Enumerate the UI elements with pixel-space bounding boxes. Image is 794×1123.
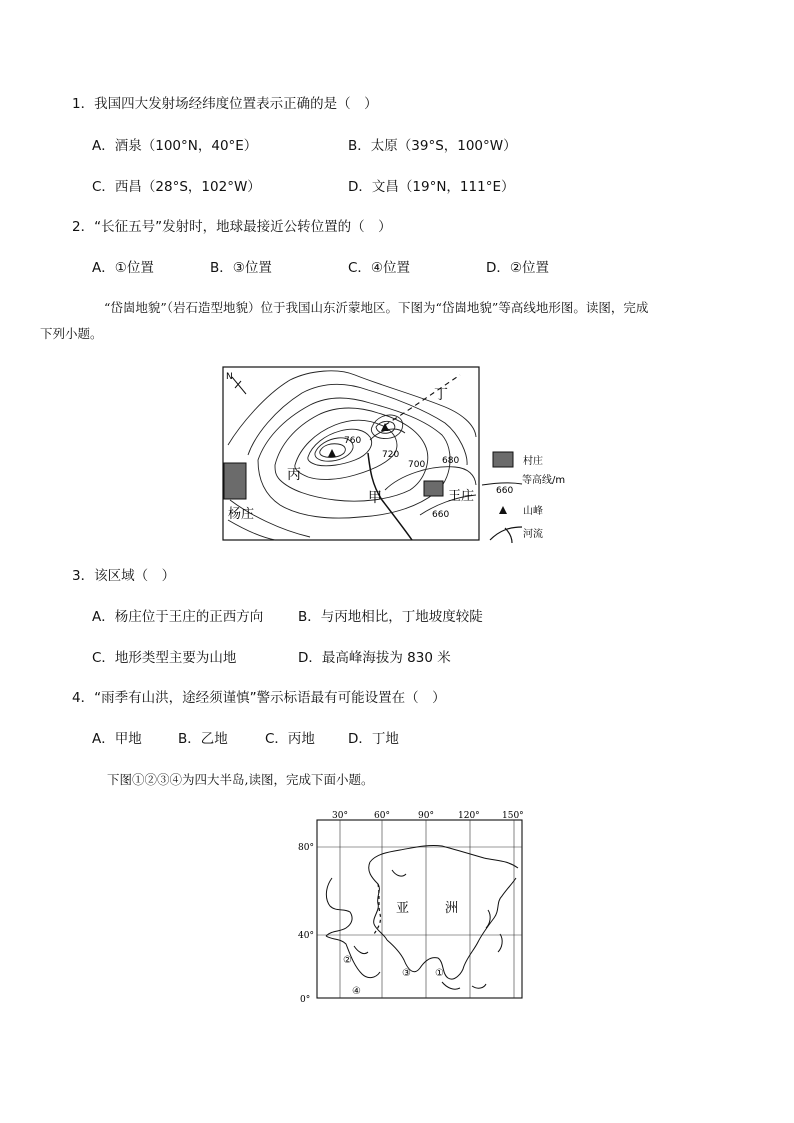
q3-option-b[interactable]: B．与丙地相比，丁地坡度较陡 [298,609,483,625]
q4-stem: 4．“雨季有山洪，途经须谨慎”警示标语最有可能设置在（ ） [72,690,446,706]
legend-village-label: 村庄 [523,456,543,467]
q3-stem: 3．该区域（ ） [72,568,176,584]
lon-label-30: 30° [332,811,348,821]
lat-label-40: 40° [298,931,314,941]
region-label-zhou: 洲 [445,901,459,916]
passage-daigu-line1: “岱崮地貌”（岩石造型地貌）位于我国山东沂蒙地区。下图为“岱崮地貌”等高线地形图。读图，完成 [104,300,649,315]
place-ding: 丁 [434,387,448,403]
q2-option-a[interactable]: A．①位置 [92,260,154,276]
legend-contour-label: 等高线/m [522,475,566,486]
peninsula-marker-2: ② [343,955,352,966]
q1-option-c[interactable]: C．西昌（28°S，102°W） [92,179,261,195]
legend-contour-value: 660 [496,486,514,496]
peninsula-marker-3: ③ [402,968,411,979]
place-bing: 丙 [287,467,301,483]
legend-river-label: 河流 [523,529,543,540]
contour-label-700: 700 [408,460,426,470]
q3-option-a[interactable]: A．杨庄位于王庄的正西方向 [92,609,264,625]
place-wangzhuang: 王庄 [448,489,475,504]
q3-option-c[interactable]: C．地形类型主要为山地 [92,650,237,666]
legend-river-icon [490,527,522,543]
lon-label-150: 150° [502,811,524,821]
q2-option-d[interactable]: D．②位置 [486,260,549,276]
peninsula-marker-1: ① [435,968,444,979]
q4-option-d[interactable]: D．丁地 [348,731,399,747]
contour-label-760: 760 [344,436,362,446]
ridge-line [385,375,460,425]
passage-daigu [40,295,732,347]
legend-village-icon [493,452,513,467]
q1-option-a[interactable]: A．酒泉（100°N，40°E） [92,138,258,154]
peak-icon-main [328,449,336,457]
contour-label-660: 660 [432,510,450,520]
north-label: N [226,372,233,382]
legend-peak-label: 山峰 [523,506,543,517]
north-arrow-icon [232,377,246,394]
place-jia: 甲 [368,490,382,506]
village-wangzhuang-icon [424,481,443,496]
village-yangzhuang-icon [224,463,246,499]
q1-option-b[interactable]: B．太原（39°S，100°W） [348,138,517,154]
lat-label-80: 80° [298,843,314,853]
q2-option-b[interactable]: B．③位置 [210,260,272,276]
legend-peak-icon [499,506,507,514]
passage-peninsulas: 下图①②③④为四大半岛,读图，完成下面小题。 [107,772,374,787]
passage-daigu-line2: 下列小题。 [40,326,103,341]
contour-label-680: 680 [442,456,460,466]
contour-label-720: 720 [382,450,400,460]
lon-label-120: 120° [458,811,480,821]
region-label-ya: 亚 [396,901,410,916]
q3-option-d[interactable]: D．最高峰海拔为 830 米 [298,650,451,666]
peninsula-marker-4: ④ [352,986,361,997]
lat-label-0: 0° [300,995,311,1005]
q1-stem: 1．我国四大发射场经纬度位置表示正确的是（ ） [72,96,378,112]
asia-map-figure [292,806,532,1006]
lon-label-60: 60° [374,811,390,821]
q2-stem: 2．“长征五号”发射时，地球最接近公转位置的（ ） [72,219,392,235]
coastline [326,845,518,989]
q4-option-a[interactable]: A．甲地 [92,731,142,747]
contour-map-figure [220,365,566,547]
q4-option-c[interactable]: C．丙地 [265,731,315,747]
q1-option-d[interactable]: D．文昌（19°N，111°E） [348,179,515,195]
q4-option-b[interactable]: B．乙地 [178,731,228,747]
peak-icon-secondary [381,423,389,431]
q2-option-c[interactable]: C．④位置 [348,260,411,276]
place-yangzhuang: 杨庄 [228,507,255,522]
legend-contour-icon [482,483,522,485]
lon-label-90: 90° [418,811,434,821]
